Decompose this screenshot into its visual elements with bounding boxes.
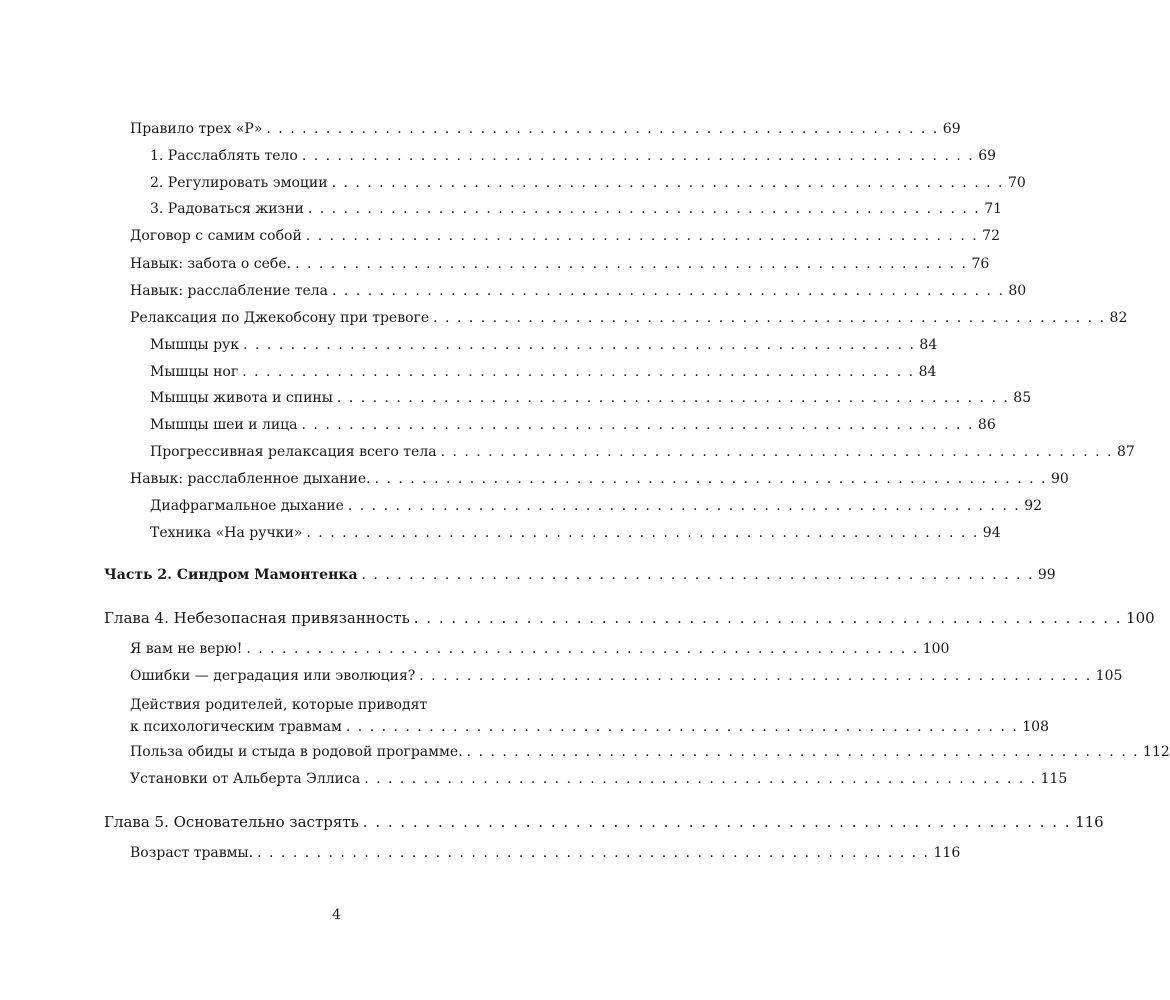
toc-entry-title: 3. Радоваться жизни <box>150 201 304 217</box>
toc-entry-title: Мышцы шеи и лица <box>150 417 298 433</box>
toc-entry-page: 84 <box>919 337 938 353</box>
toc-entry <box>150 362 937 382</box>
dot-leader: . . . . . . . . . . . . . . . . . . . . . . . . . . . . . . . . . . . . . . . . . . . . . . . . . . . . . . . . . <box>306 525 979 541</box>
toc-entry <box>150 146 997 166</box>
toc-entry-page: 84 <box>918 364 937 380</box>
toc-entry-title: Мышцы живота и спины <box>150 390 333 406</box>
toc-entry <box>150 199 1003 219</box>
dot-leader: . . . . . . . . . . . . . . . . . . . . . . . . . . . . . . . . . . . . . . . . . . . . . . . . . . . . . . . . . <box>374 471 1047 487</box>
toc-entry <box>150 415 996 435</box>
toc-entry-title: Диафрагмальное дыхание <box>150 498 344 514</box>
dot-leader: . . . . . . . . . . . . . . . . . . . . . . . . . . . . . . . . . . . . . . . . . . . . . . . . . . . . . . . . . <box>246 641 919 657</box>
dot-leader: . . . . . . . . . . . . . . . . . . . . . . . . . . . . . . . . . . . . . . . . . . . . . . . . . . . . . . . . . <box>332 283 1005 299</box>
toc-entry-page: 80 <box>1008 283 1027 299</box>
toc-entry-page: 69 <box>978 148 997 164</box>
dot-leader: . . . . . . . . . . . . . . . . . . . . . . . . . . . . . . . . . . . . . . . . . . . . . . . . . . . . . . . . . <box>301 148 975 164</box>
toc-entry <box>130 843 961 863</box>
toc-entry-page: 70 <box>1007 175 1026 191</box>
dot-leader: . . . . . . . . . . . . . . . . . . . . . . . . . . . . . . . . . . . . . . . . . . . . . . . . . . . . . . . . . <box>345 719 1019 735</box>
toc-entry-title: Польза обиды и стыда в родовой программе. <box>130 744 463 760</box>
dot-leader: . . . . . . . . . . . . . . . . . . . . . . . . . . . . . . . . . . . . . . . . . . . . . . . . . . . . . . . . . <box>295 256 968 272</box>
toc-entry-title: Мышцы рук <box>150 337 240 353</box>
toc-entry-title: Глава 5. Основательно застрять <box>104 813 359 831</box>
toc-entry-title: Прогрессивная релаксация всего тела <box>150 444 437 460</box>
toc-entry <box>130 769 1068 789</box>
dot-leader: . . . . . . . . . . . . . . . . . . . . . . . . . . . . . . . . . . . . . . . . . . . . . . . . . . . . . . . . . <box>242 364 915 380</box>
dot-leader: . . . . . . . . . . . . . . . . . . . . . . . . . . . . . . . . . . . . . . . . . . . . . . . . . . . . . . . . . <box>307 201 981 217</box>
toc-entry-page: 99 <box>1037 567 1056 583</box>
toc-entry <box>130 639 950 659</box>
toc-entry-title: Мышцы ног <box>150 364 239 380</box>
page-number: 4 <box>332 907 341 923</box>
dot-leader: . . . . . . . . . . . . . . . . . . . . . . . . . . . . . . . . . . . . . . . . . . . . . . . . . . . . . . . . . <box>331 175 1004 191</box>
dot-leader: . . . . . . . . . . . . . . . . . . . . . . . . . . . . . . . . . . . . . . . . . . . . . . . . . . . . . . . . . <box>361 567 1034 583</box>
toc-entry-page: 100 <box>922 641 950 657</box>
toc-entry <box>150 496 1043 516</box>
toc-entry-title: Я вам не верю! <box>130 641 243 657</box>
toc-entry-page: 82 <box>1109 310 1128 326</box>
toc-entry <box>150 388 1032 408</box>
toc-entry-title: Возраст травмы. <box>130 845 254 861</box>
toc-entry-page: 90 <box>1050 471 1069 487</box>
dot-leader: . . . . . . . . . . . . . . . . . . . . . . . . . . . . . . . . . . . . . . . . . . . . . . . . . . . . . . . . . <box>440 444 1113 460</box>
toc-entry-title: Правило трех «Р» <box>130 121 263 137</box>
toc-entry-title: Техника «На ручки» <box>150 525 303 541</box>
toc-part-heading <box>104 565 1056 585</box>
dot-leader: . . . . . . . . . . . . . . . . . . . . . . . . . . . . . . . . . . . . . . . . . . . . . . . . . . . . . . . . . <box>301 417 974 433</box>
toc-entry-page: 105 <box>1095 668 1123 684</box>
dot-leader: . . . . . . . . . . . . . . . . . . . . . . . . . . . . . . . . . . . . . . . . . . . . . . . . . . . . . . . . . <box>433 310 1106 326</box>
toc-entry-title: Договор с самим собой <box>130 228 302 244</box>
toc-entry <box>130 742 1170 762</box>
toc-entry-title: Навык: забота о себе. <box>130 256 292 272</box>
toc-entry-multiline <box>130 695 1049 737</box>
dot-leader: . . . . . . . . . . . . . . . . . . . . . . . . . . . . . . . . . . . . . . . . . . . . . . . . . . . . . . . . . <box>336 390 1010 406</box>
dot-leader: . . . . . . . . . . . . . . . . . . . . . . . . . . . . . . . . . . . . . . . . . . . . . . . . . . . . . . . . . <box>257 845 930 861</box>
toc-entry-title-line1: Действия родителей, которые приводят <box>130 697 428 713</box>
toc-entry-page: 115 <box>1040 771 1068 787</box>
toc-entry-title: 1. Расслаблять тело <box>150 148 298 164</box>
dot-leader: . . . . . . . . . . . . . . . . . . . . . . . . . . . . . . . . . . . . . . . . . . . . . . . . . . . . . . . . . <box>347 498 1021 514</box>
toc-entry-page: 116 <box>1075 813 1104 831</box>
dot-leader: . . . . . . . . . . . . . . . . . . . . . . . . . . . . . . . . . . . . . . . . . . . . . . . . . . . . . . . . . <box>243 337 916 353</box>
toc-entry <box>130 666 1123 686</box>
toc-entry-page: 86 <box>977 417 996 433</box>
toc-entry-title: Релаксация по Джекобсону при тревоге <box>130 310 430 326</box>
toc-entry-title: Ошибки — деградация или эволюция? <box>130 668 416 684</box>
toc-entry-page: 100 <box>1126 609 1155 627</box>
dot-leader: . . . . . . . . . . . . . . . . . . . . . . . . . . . . . . . . . . . . . . . . . . . . . . . . . . . . . . . . . <box>364 771 1037 787</box>
dot-leader: . . . . . . . . . . . . . . . . . . . . . . . . . . . . . . . . . . . . . . . . . . . . . . . . . . . . . . . . . <box>413 609 1123 627</box>
toc-entry-page: 94 <box>982 525 1001 541</box>
toc-entry-page: 112 <box>1143 744 1170 760</box>
dot-leader: . . . . . . . . . . . . . . . . . . . . . . . . . . . . . . . . . . . . . . . . . . . . . . . . . . . . . . . . . <box>305 228 979 244</box>
toc-entry <box>150 523 1001 543</box>
toc-entry <box>130 226 1000 246</box>
toc-entry <box>150 173 1026 193</box>
toc-entry-page: 87 <box>1116 444 1135 460</box>
toc-entry-page: 116 <box>933 845 961 861</box>
toc-chapter-heading <box>104 812 1104 832</box>
toc-entry-page: 76 <box>971 256 990 272</box>
dot-leader: . . . . . . . . . . . . . . . . . . . . . . . . . . . . . . . . . . . . . . . . . . . . . . . . . . . . . . . . . <box>362 813 1072 831</box>
toc-entry <box>130 308 1128 328</box>
toc-entry <box>130 469 1069 489</box>
toc-entry <box>150 335 938 355</box>
dot-leader: . . . . . . . . . . . . . . . . . . . . . . . . . . . . . . . . . . . . . . . . . . . . . . . . . . . . . . . . . <box>266 121 939 137</box>
toc-entry-page: 108 <box>1022 719 1049 735</box>
toc-entry-title: Часть 2. Синдром Мамонтенка <box>104 567 358 583</box>
toc-entry-title: Навык: расслабленное дыхание. <box>130 471 371 487</box>
toc-entry-title-line2: к психологическим травмам <box>130 719 342 735</box>
toc-entry-page: 72 <box>982 228 1000 244</box>
toc-chapter-heading <box>104 608 1155 628</box>
toc-entry-page: 85 <box>1013 390 1032 406</box>
toc-entry-title: Установки от Альберта Эллиса <box>130 771 361 787</box>
dot-leader: . . . . . . . . . . . . . . . . . . . . . . . . . . . . . . . . . . . . . . . . . . . . . . . . . . . . . . . . . <box>419 668 1092 684</box>
toc-entry-page: 71 <box>984 201 1003 217</box>
toc-entry <box>130 254 990 274</box>
toc-entry-title: Глава 4. Небезопасная привязанность <box>104 609 410 627</box>
toc-entry <box>130 119 961 139</box>
toc-entry-title: 2. Регулировать эмоции <box>150 175 328 191</box>
toc-entry-page: 69 <box>942 121 961 137</box>
toc-entry <box>130 281 1027 301</box>
dot-leader: . . . . . . . . . . . . . . . . . . . . . . . . . . . . . . . . . . . . . . . . . . . . . . . . . . . . . . . . . <box>466 744 1140 760</box>
toc-entry <box>150 442 1135 462</box>
toc-entry-page: 92 <box>1024 498 1043 514</box>
toc-entry-title: Навык: расслабление тела <box>130 283 329 299</box>
